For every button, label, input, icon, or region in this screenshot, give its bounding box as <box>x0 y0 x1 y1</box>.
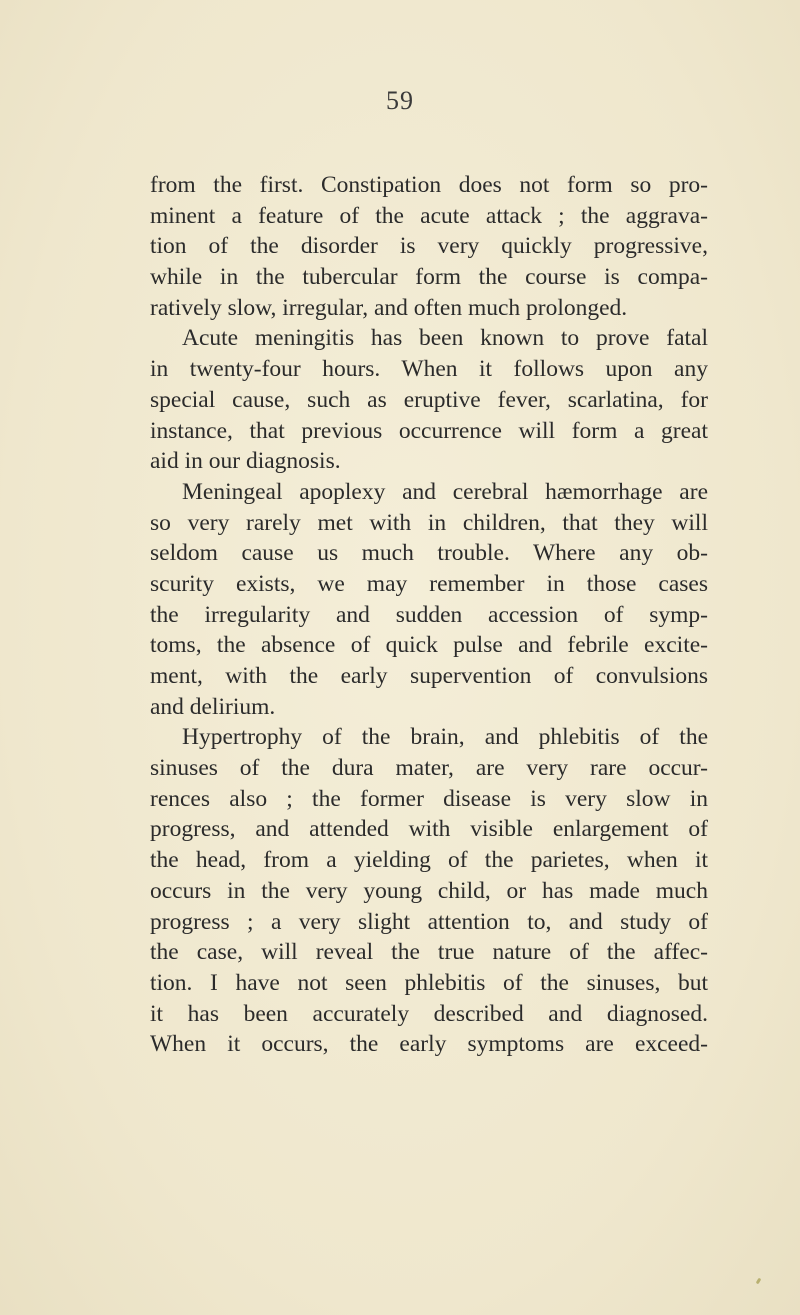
paragraph <box>150 477 708 723</box>
text-line: while in the tubercular form the course is compa- <box>150 264 708 291</box>
text-line: special cause, such as eruptive fever, scarlatina, for <box>150 386 708 413</box>
text-line: rences also ; the former disease is very slow in <box>150 785 708 812</box>
text-line: ratively slow, irregular, and often much prolonged. <box>150 294 628 321</box>
text-line: so very rarely met with in children, that they will <box>150 509 708 536</box>
text-line: minent a feature of the acute attack ; the aggrava- <box>150 202 708 229</box>
text-line: occurs in the very young child, or has made much <box>150 877 708 904</box>
paragraph <box>150 323 708 476</box>
text-line: progress, and attended with visible enlargement of <box>150 816 708 843</box>
text-line: toms, the absence of quick pulse and febrile excite- <box>150 632 708 659</box>
text-line: Acute meningitis has been known to prove fatal <box>182 325 708 352</box>
text-line: scurity exists, we may remember in those cases <box>150 570 708 597</box>
text-line: seldom cause us much trouble. Where any ob- <box>150 540 708 567</box>
paragraph <box>150 722 708 1060</box>
text-line: the irregularity and sudden accession of symp- <box>150 601 708 628</box>
text-line: Hypertrophy of the brain, and phlebitis of the <box>182 724 708 751</box>
text-line: Meningeal apoplexy and cerebral hæmorrhage are <box>182 478 708 505</box>
text-line: aid in our diagnosis. <box>150 448 341 475</box>
text-line: instance, that previous occurrence will form a great <box>150 417 708 444</box>
body-text <box>150 170 708 1060</box>
text-line: ment, with the early supervention of convulsions <box>150 663 708 689</box>
text-line: in twenty-four hours. When it follows upon any <box>150 356 708 383</box>
text-line: from the first. Constipation does not form so pro- <box>150 172 708 198</box>
text-line: tion. I have not seen phlebitis of the sinuses, but <box>150 969 708 996</box>
text-line: progress ; a very slight attention to, and study of <box>150 908 708 935</box>
text-line: and delirium. <box>150 693 276 720</box>
text-line: the case, will reveal the true nature of the affec- <box>150 939 708 966</box>
text-line: sinuses of the dura mater, are very rare occur- <box>150 755 708 782</box>
text-line: When it occurs, the early symptoms are exceed- <box>150 1031 708 1058</box>
paragraph <box>150 170 708 323</box>
page-number: 59 <box>386 86 414 115</box>
paper-speck <box>756 1278 762 1285</box>
text-line: tion of the disorder is very quickly progressive, <box>150 233 708 260</box>
text-line: it has been accurately described and diagnosed. <box>150 1000 708 1027</box>
text-line: the head, from a yielding of the parietes, when it <box>150 847 708 874</box>
